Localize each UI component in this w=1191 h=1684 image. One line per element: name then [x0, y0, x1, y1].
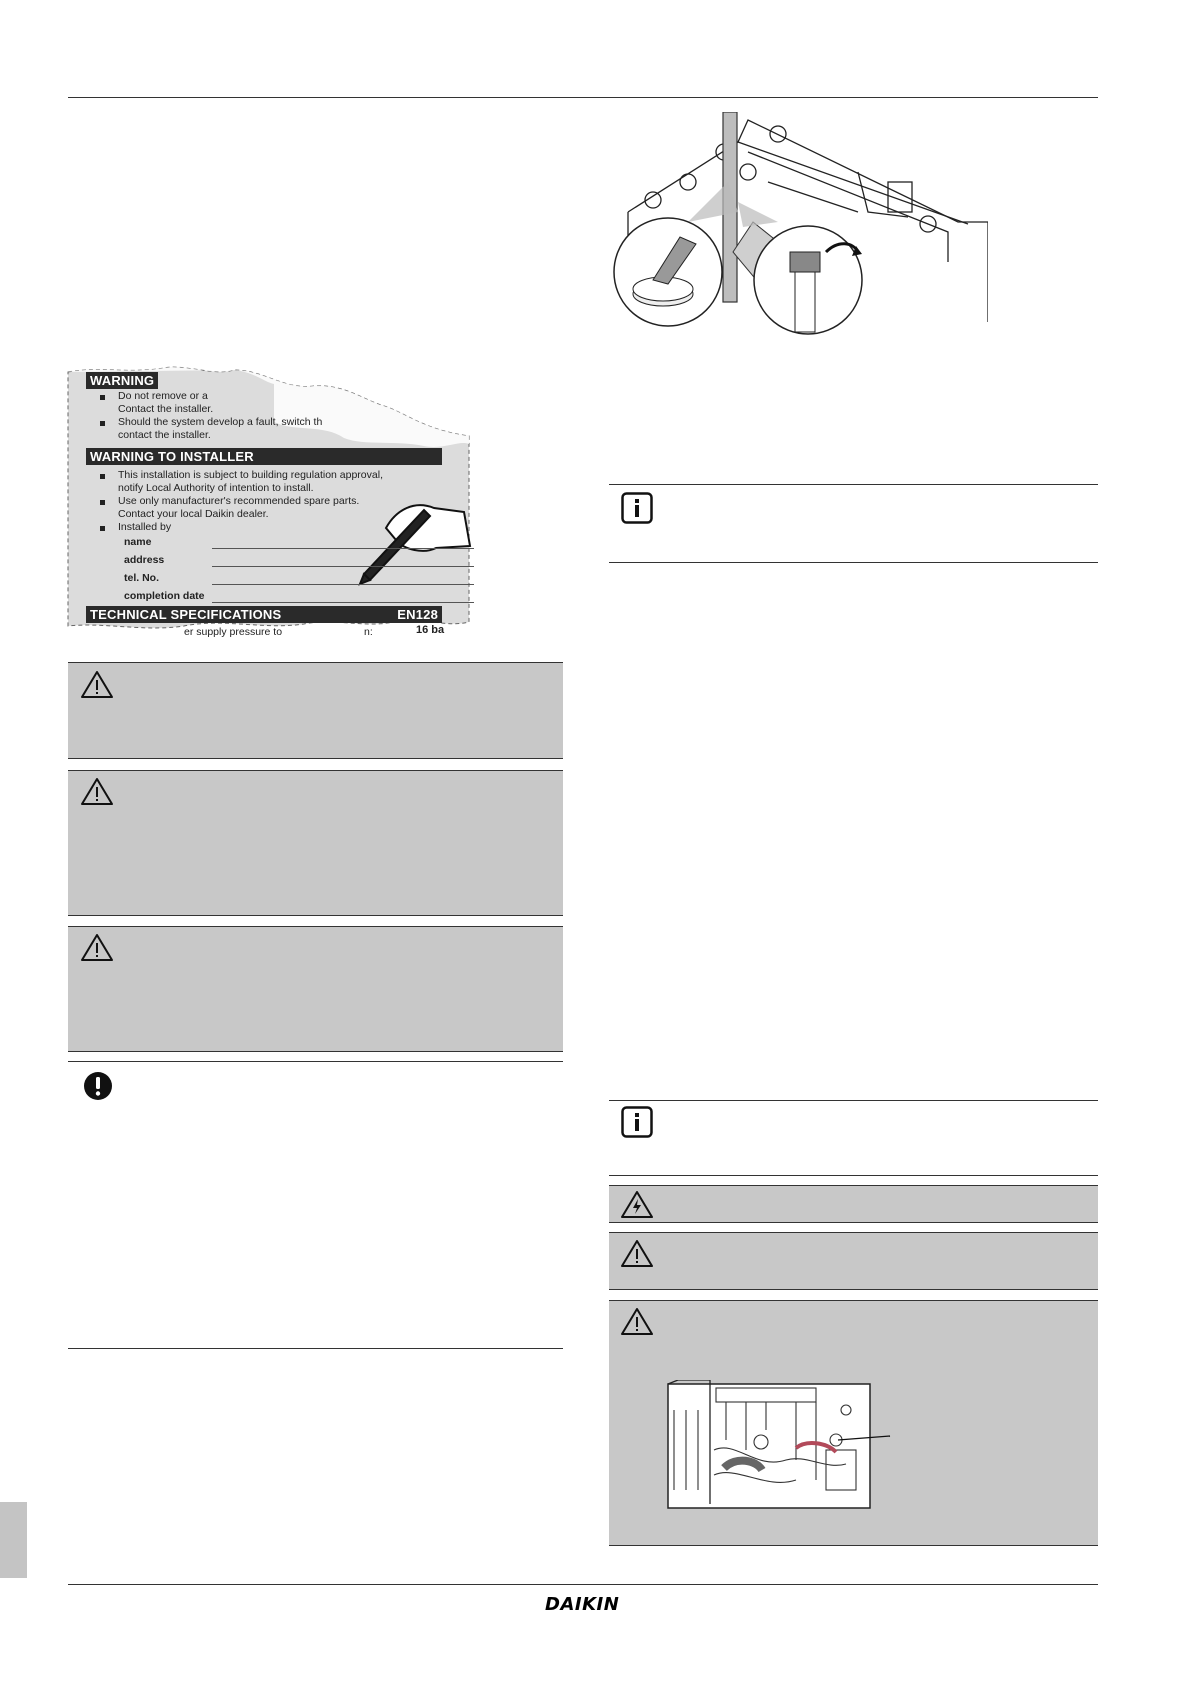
label-field-address: address	[124, 554, 165, 566]
bullet	[100, 474, 105, 479]
label-installer-item: Installed by	[118, 521, 172, 533]
label-warning-item: Contact the installer.	[118, 403, 214, 415]
bullet	[100, 421, 105, 426]
label-warning-title: WARNING	[86, 372, 158, 389]
electric-hazard-box	[609, 1186, 1098, 1222]
box-bottom-rule	[609, 1222, 1098, 1223]
caution-box-right-1	[609, 1233, 1098, 1289]
label-field-completion: completion date	[124, 590, 205, 602]
bullet	[100, 500, 105, 505]
box-bottom-rule	[609, 1545, 1098, 1546]
label-installer-title: WARNING TO INSTALLER	[86, 448, 442, 465]
label-warning-item: Do not remove or a	[118, 390, 208, 402]
info-icon	[621, 492, 653, 524]
field-line	[212, 548, 474, 549]
tech-code: EN128	[397, 607, 438, 622]
box-top-rule	[609, 484, 1098, 485]
box-bottom-rule	[68, 758, 563, 759]
label-installer-item: Contact your local Daikin dealer.	[118, 508, 269, 520]
box-top-rule	[609, 1100, 1098, 1101]
box-bottom-rule	[68, 1051, 563, 1052]
warning-triangle-icon	[80, 932, 114, 962]
header-rule	[68, 97, 1098, 98]
info-icon	[621, 1106, 653, 1138]
warning-triangle-icon	[80, 776, 114, 806]
warning-label-illustration	[64, 360, 476, 652]
electric-hazard-icon	[620, 1189, 654, 1219]
label-warning-item: Should the system develop a fault, switch th	[118, 416, 323, 428]
tech-row-text: er supply pressure to	[184, 626, 283, 638]
bullet	[100, 395, 105, 400]
box-bottom-rule	[68, 1348, 563, 1349]
label-installer-item: notify Local Authority of intention to install.	[118, 482, 314, 494]
field-line	[212, 566, 474, 567]
label-installer-item: Use only manufacturer's recommended spare parts.	[118, 495, 360, 507]
box-bottom-rule	[609, 1289, 1098, 1290]
warning-triangle-icon	[80, 669, 114, 699]
caution-box-3	[68, 927, 563, 1051]
caution-box-1	[68, 663, 563, 758]
label-warning-item: contact the installer.	[118, 429, 211, 441]
caution-box-2	[68, 771, 563, 915]
tech-row-cut: n:	[364, 626, 373, 638]
box-bottom-rule	[68, 915, 563, 916]
box-bottom-rule	[609, 562, 1098, 563]
warning-triangle-icon	[620, 1238, 654, 1268]
field-line	[212, 602, 474, 603]
box-top-rule	[68, 1061, 563, 1062]
field-line	[212, 584, 474, 585]
label-field-tel: tel. No.	[124, 572, 160, 584]
unit-top-illustration	[608, 112, 988, 342]
exclamation-circle-icon	[82, 1070, 114, 1102]
footer-rule	[68, 1584, 1098, 1585]
tech-title-text: TECHNICAL SPECIFICATIONS	[90, 607, 282, 622]
chapter-thumb-tab	[0, 1502, 27, 1578]
box-bottom-rule	[609, 1175, 1098, 1176]
unit-interior-illustration	[666, 1380, 894, 1512]
label-installer-item: This installation is subject to building regulation approval,	[118, 469, 383, 481]
tech-row-value: 16 ba	[416, 624, 445, 636]
warning-triangle-icon	[620, 1306, 654, 1336]
daikin-logo: DAIKIN	[545, 1594, 620, 1615]
label-field-name: name	[124, 536, 152, 548]
label-tech-title	[86, 606, 442, 623]
bullet	[100, 526, 105, 531]
